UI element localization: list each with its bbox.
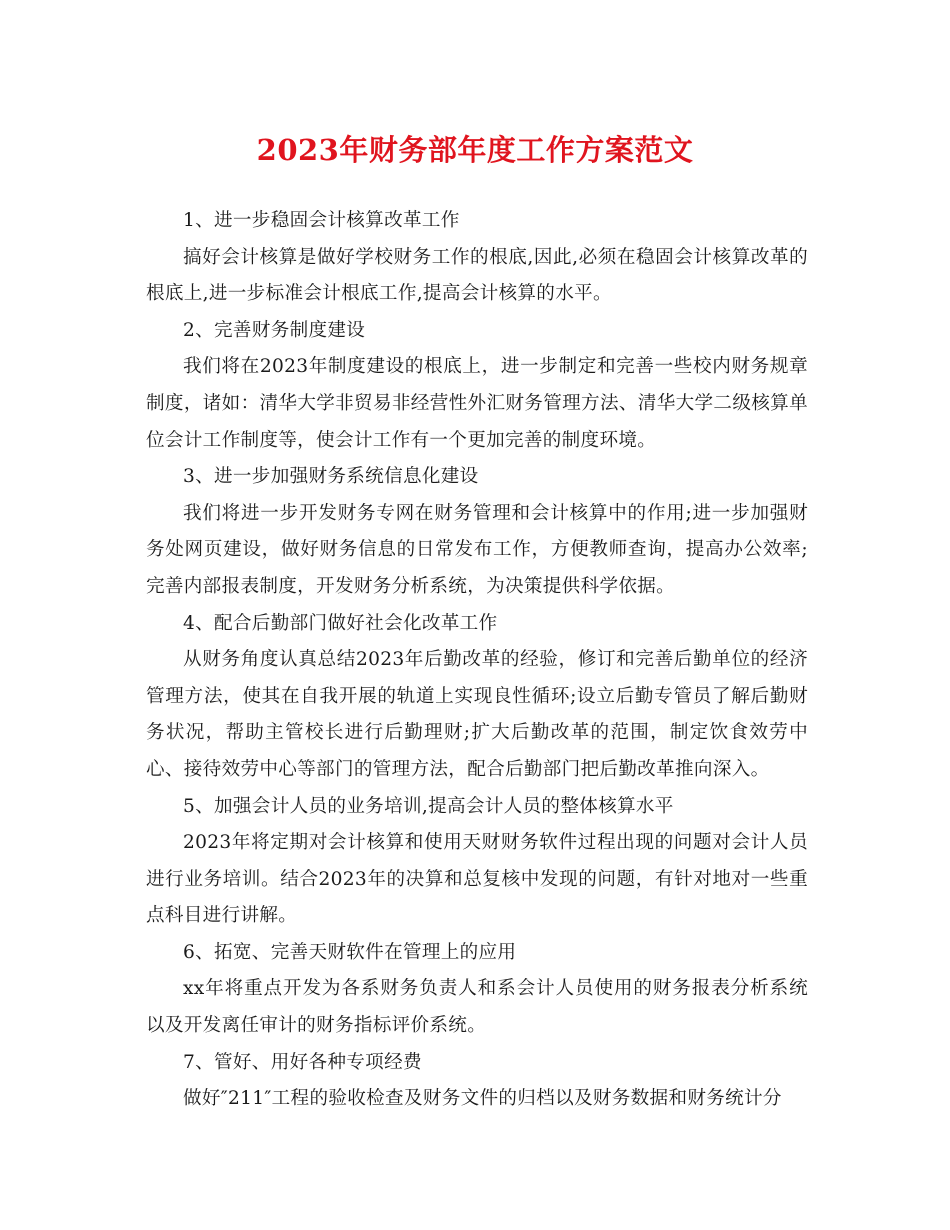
section-body-5: 2023年将定期对会计核算和使用天财财务软件过程出现的问题对会计人员进行业务培训。结合2023年的决算和总复核中发现的问题，有针对地对一些重点科目进行讲解。 xyxy=(146,832,808,927)
section-body-7: 做好″211″工程的验收检查及财务文件的归档以及财务数据和财务统计分 xyxy=(183,1088,782,1110)
section-body-6: xx年将重点开发为各系财务负责人和系会计人员使用的财务报表分析系统以及开发离任审计的财务指标评价系统。 xyxy=(146,978,808,1037)
section-heading-2: 2、完善财务制度建设 xyxy=(183,319,366,341)
section-heading-6: 6、拓宽、完善天财软件在管理上的应用 xyxy=(183,941,517,963)
section-heading-7: 7、管好、用好各种专项经费 xyxy=(183,1051,422,1073)
section-body-2: 我们将在2023年制度建设的根底上，进一步制定和完善一些校内财务规章制度，诸如：清华大学非贸易非经营性外汇财务管理方法、清华大学二级核算单位会计工作制度等，使会计工作有一个更加完善的制度环境。 xyxy=(146,356,808,451)
section-heading-4: 4、配合后勤部门做好社会化改革工作 xyxy=(183,612,498,634)
section-body-1: 搞好会计核算是做好学校财务工作的根底,因此,必须在稳固会计核算改革的根底上,进一步标准会计根底工作,提高会计核算的水平。 xyxy=(146,246,808,305)
section-heading-3: 3、进一步加强财务系统信息化建设 xyxy=(183,466,479,488)
section-body-3: 我们将进一步开发财务专网在财务管理和会计核算中的作用;进一步加强财务处网页建设，做好财务信息的日常发布工作，方便教师查询，提高办公效率;完善内部报表制度，开发财务分析系统，为决策提供科学依据。 xyxy=(146,502,808,597)
document-title: 2023年财务部年度工作方案范文 xyxy=(256,133,694,167)
section-body-4: 从财务角度认真总结2023年后勤改革的经验，修订和完善后勤单位的经济管理方法，使其在自我开展的轨道上实现良性循环;设立后勤专管员了解后勤财务状况，帮助主管校长进行后勤理财;扩大后勤改革的范围，制定饮食效劳中心、接待效劳中心等部门的管理方法，配合后勤部门把后勤改革推向深入。 xyxy=(146,649,808,780)
document-body xyxy=(146,203,808,1118)
section-heading-5: 5、加强会计人员的业务培训,提高会计人员的整体核算水平 xyxy=(183,795,674,817)
section-heading-1: 1、进一步稳固会计核算改革工作 xyxy=(183,210,460,231)
